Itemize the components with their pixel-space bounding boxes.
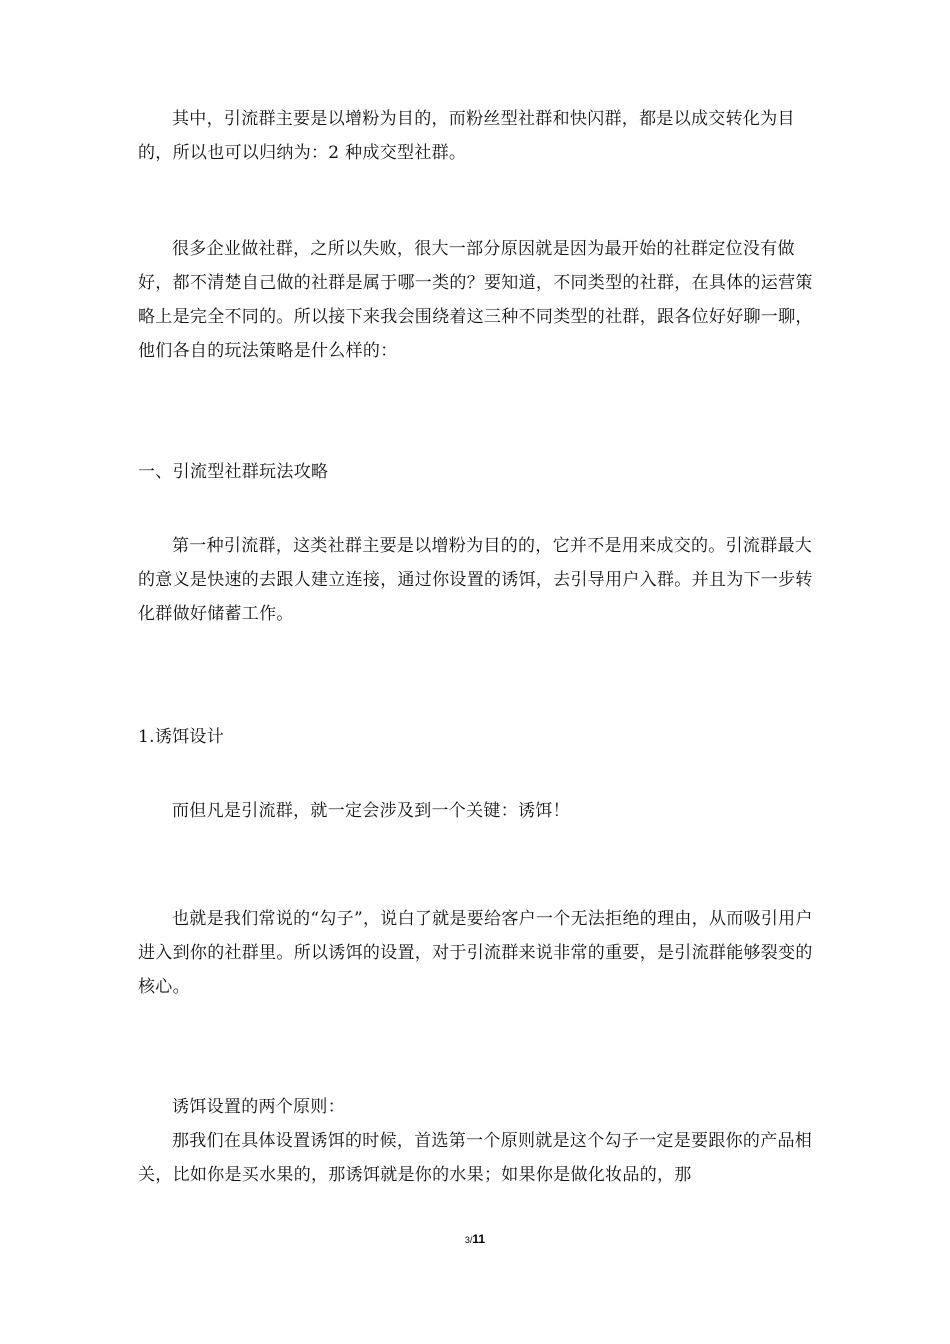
paragraph-traffic-group: 第一种引流群，这类社群主要是以增粉为目的的，它并不是用来成交的。引流群最大的意义是快速的去跟人建立连接，通过你设置的诱饵，去引导用户入群。并且为下一步转化群做好储蓄工作。 <box>138 536 813 624</box>
paragraph-first-principle: 那我们在具体设置诱饵的时候，首选第一个原则就是这个勾子一定是要跟你的产品相关，比如你是买水果的，那诱饵就是你的水果；如果你是做化妆品的，那 <box>138 1131 813 1185</box>
subheading-bait-design: 1.诱饵设计 <box>138 727 225 747</box>
subheading-bait-principles: 诱饵设置的两个原则： <box>172 1097 345 1117</box>
paragraph-intro: 其中，引流群主要是以增粉为目的，而粉丝型社群和快闪群，都是以成交转化为目的，所以也可以归纳为：2 种成交型社群。 <box>138 109 795 163</box>
current-page: 3/ <box>464 1235 473 1245</box>
page-number <box>0 1232 950 1246</box>
section-heading-traffic-community: 一、引流型社群玩法攻略 <box>138 462 329 482</box>
paragraph-bait-key: 而但凡是引流群，就一定会涉及到一个关键：诱饵！ <box>172 801 570 821</box>
total-pages: 11 <box>472 1232 486 1246</box>
paragraph-hook: 也就是我们常说的“勾子”，说白了就是要给客户一个无法拒绝的理由，从而吸引用户进入到你的社群里。所以诱饵的设置，对于引流群来说非常的重要，是引流群能够裂变的核心。 <box>138 909 813 997</box>
paragraph-failure-reason: 很多企业做社群，之所以失败，很大一部分原因就是因为最开始的社群定位没有做好，都不清楚自己做的社群是属于哪一类的？要知道，不同类型的社群，在具体的运营策略上是完全不同的。所以接下来我会围绕着这三种不同类型的社群，跟各位好好聊一聊，他们各自的玩法策略是什么样的： <box>138 239 813 361</box>
